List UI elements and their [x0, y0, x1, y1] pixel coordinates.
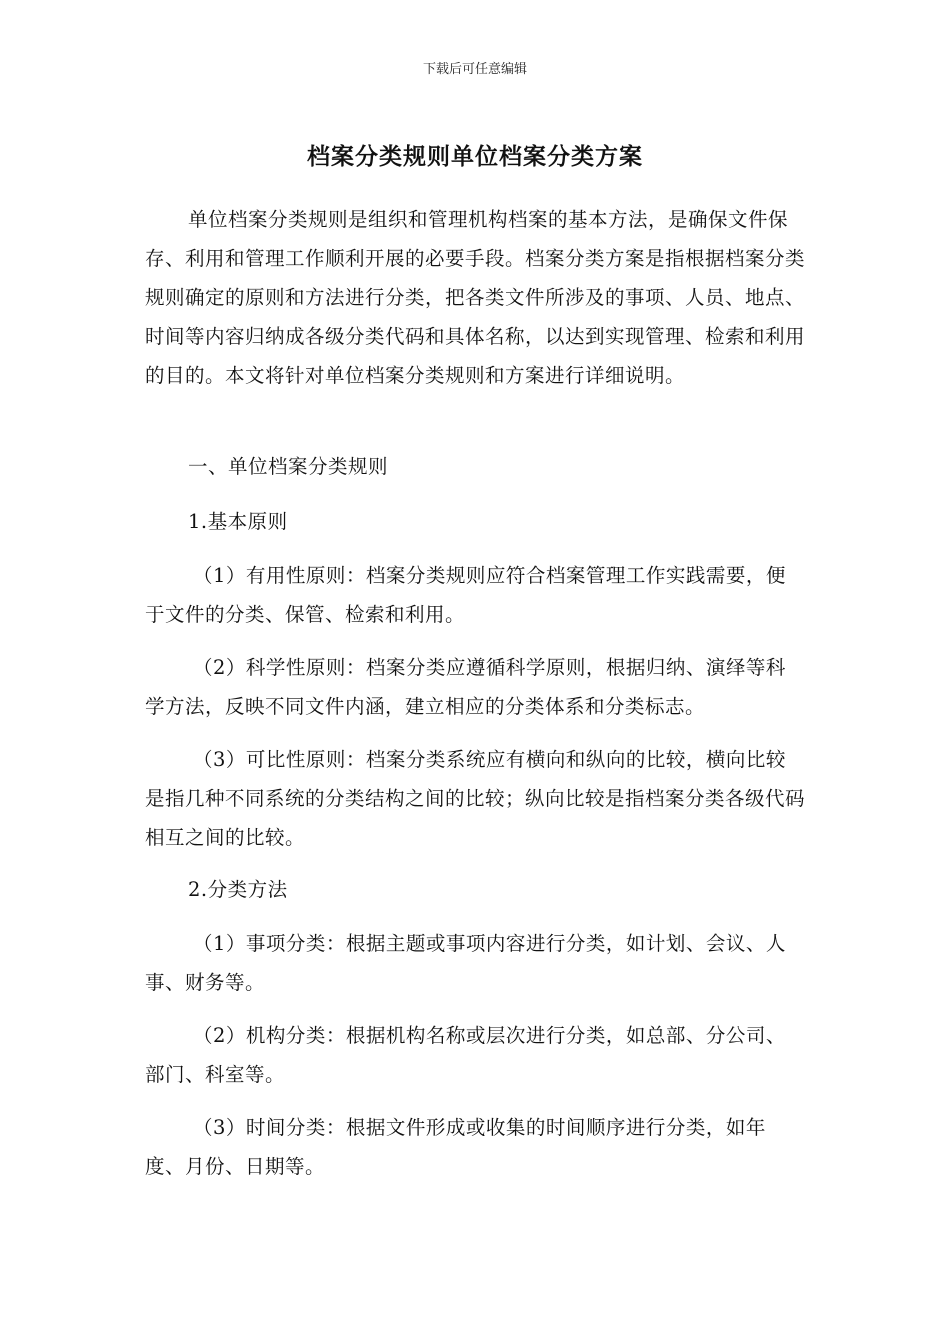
method-1-block — [145, 924, 805, 1002]
method-2-block — [145, 1016, 805, 1094]
sub2-heading: 2.分类方法 — [188, 878, 288, 901]
principle-1: （1）有用性原则：档案分类规则应符合档案管理工作实践需要，便于文件的分类、保管、检索和利用。 — [145, 564, 786, 626]
principle-1-block — [145, 556, 805, 634]
method-2: （2）机构分类：根据机构名称或层次进行分类，如总部、分公司、部门、科室等。 — [145, 1024, 786, 1086]
intro-block — [145, 200, 805, 395]
principle-3: （3）可比性原则：档案分类系统应有横向和纵向的比较，横向比较是指几种不同系统的分类结构之间的比较；纵向比较是指档案分类各级代码相互之间的比较。 — [145, 748, 806, 849]
intro-paragraph: 单位档案分类规则是组织和管理机构档案的基本方法，是确保文件保存、利用和管理工作顺利开展的必要手段。档案分类方案是指根据档案分类规则确定的原则和方法进行分类，把各类文件所涉及的事项、人员、地点、时间等内容归纳成各级分类代码和具体名称，以达到实现管理、检索和利用的目的。本文将针对单位档案分类规则和方案进行详细说明。 — [145, 208, 806, 387]
principle-2-block — [145, 648, 805, 726]
principle-2: （2）科学性原则：档案分类应遵循科学原则，根据归纳、演绎等科学方法，反映不同文件内涵，建立相应的分类体系和分类标志。 — [145, 656, 786, 718]
method-3-block — [145, 1108, 805, 1186]
header-note: 下载后可任意编辑 — [422, 62, 527, 77]
sub1-heading: 1.基本原则 — [188, 510, 288, 533]
sub1-block — [145, 502, 805, 541]
method-1: （1）事项分类：根据主题或事项内容进行分类，如计划、会议、人事、财务等。 — [145, 932, 786, 994]
section1-heading: 一、单位档案分类规则 — [188, 455, 389, 478]
principle-3-block — [145, 740, 805, 857]
sub2-block — [145, 870, 805, 909]
document-title: 档案分类规则单位档案分类方案 — [307, 144, 643, 170]
section1-block — [145, 447, 805, 486]
method-3: （3）时间分类：根据文件形成或收集的时间顺序进行分类，如年度、月份、日期等。 — [145, 1116, 766, 1178]
